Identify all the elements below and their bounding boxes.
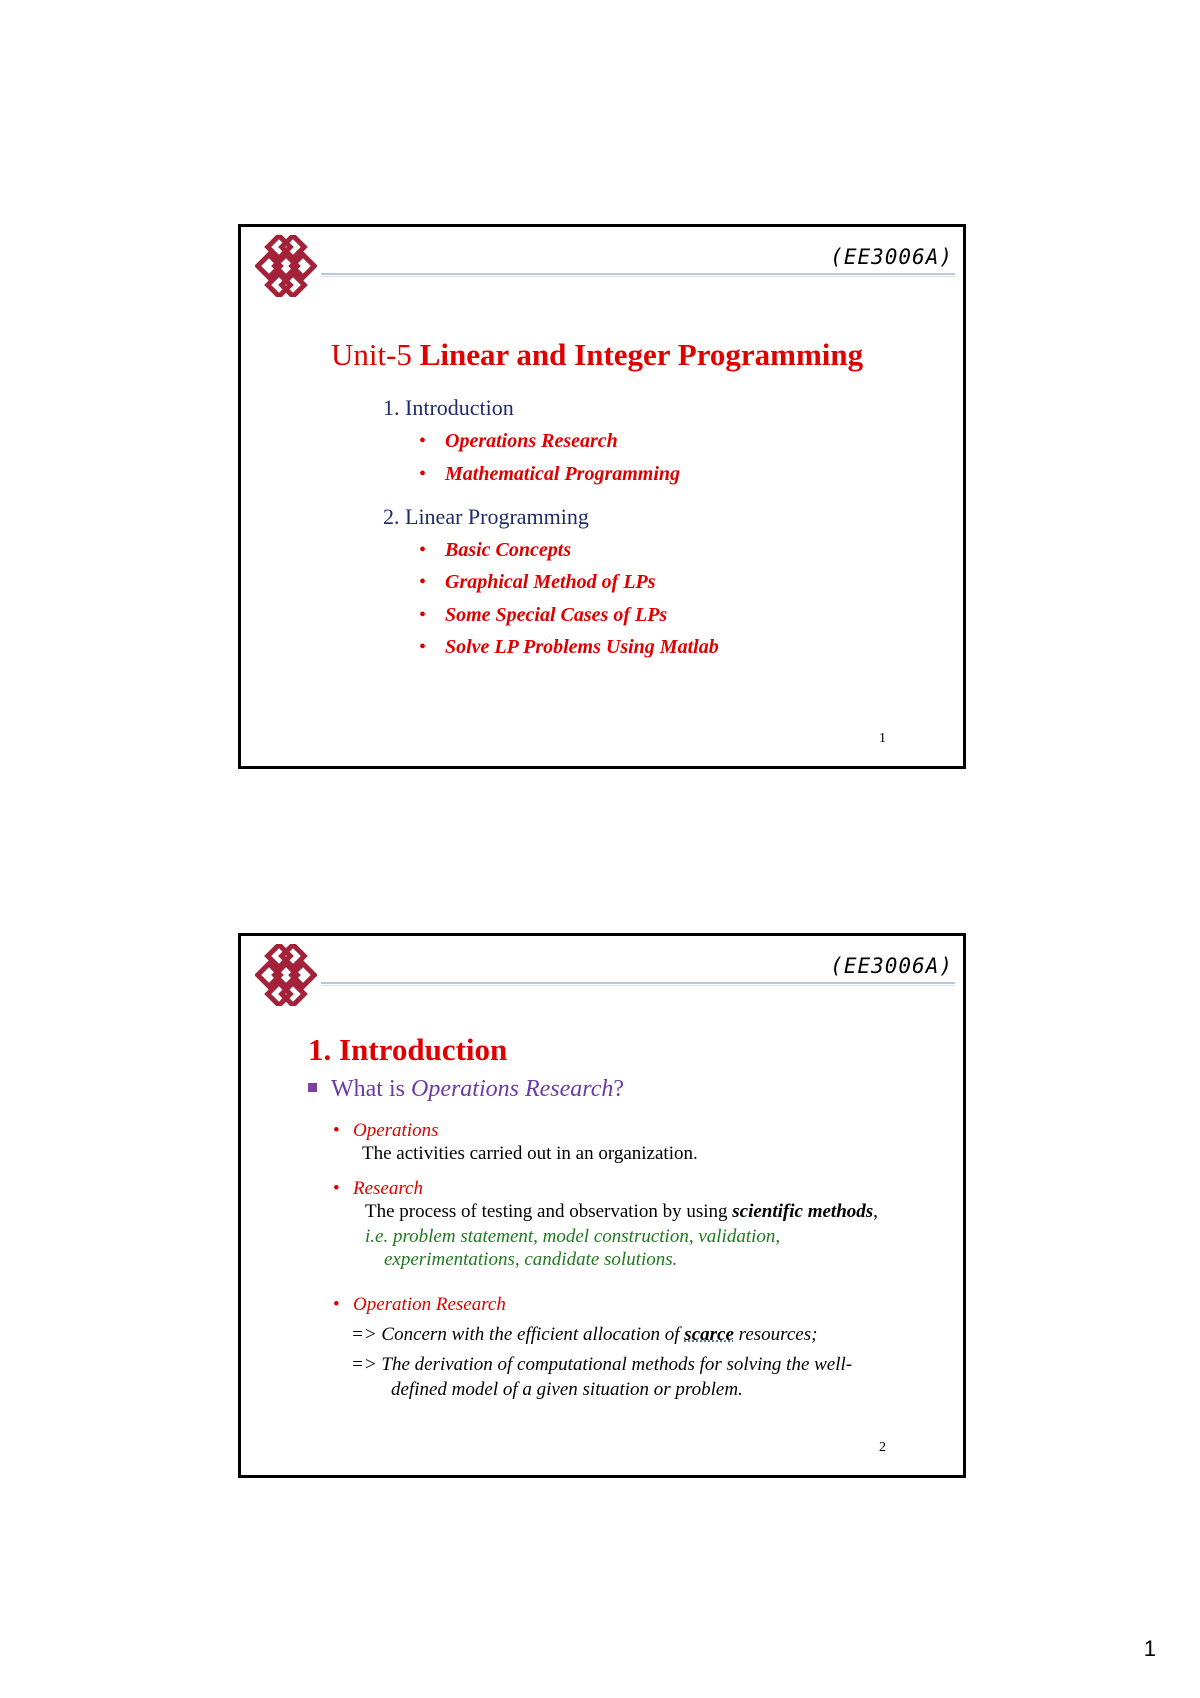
bullet-item: • Graphical Method of LPs (419, 571, 656, 593)
bullet-icon: • (419, 539, 427, 561)
bullet-icon: • (419, 463, 427, 485)
bullet-item: • Mathematical Programming (419, 463, 681, 485)
header-rule (321, 273, 955, 275)
title-prefix: Unit-5 (331, 337, 412, 372)
bullet-operation-research: • Operation Research (333, 1294, 506, 1315)
bullet-icon: • (419, 604, 427, 626)
page-number: 1 (1143, 1636, 1156, 1661)
slide-1 (238, 224, 966, 769)
bullet-item: • Basic Concepts (419, 539, 572, 561)
square-bullet-icon (308, 1083, 317, 1092)
slide-title (331, 337, 863, 373)
bullet-icon: • (419, 571, 427, 593)
bullet-icon: • (419, 636, 427, 658)
course-code: (EE3006A) (830, 245, 953, 269)
slide-heading: 1. Introduction (308, 1032, 508, 1067)
slide-2 (238, 933, 966, 1478)
bullet-icon: • (333, 1178, 340, 1199)
section-linear-programming: 2. Linear Programming (383, 504, 589, 529)
course-code: (EE3006A) (830, 954, 953, 978)
bullet-item: • Solve LP Problems Using Matlab (419, 636, 719, 658)
research-steps-line-1: i.e. problem statement, model construction, validation, (365, 1226, 781, 1247)
bullet-icon: • (333, 1120, 340, 1141)
title-main: Linear and Integer Programming (419, 337, 864, 372)
bullet-research: • Research (333, 1178, 423, 1199)
header-rule-light (321, 985, 955, 986)
section-introduction: 1. Introduction (383, 395, 514, 420)
bullet-operations: • Operations (333, 1120, 439, 1141)
university-knot-logo-icon (255, 235, 317, 297)
slide-number: 1 (879, 731, 886, 746)
research-steps-line-2: experimentations, candidate solutions. (384, 1249, 678, 1270)
bullet-icon: • (333, 1294, 340, 1315)
bullet-item: • Some Special Cases of LPs (419, 604, 668, 626)
university-knot-logo-icon (255, 944, 317, 1006)
header-rule-light (321, 276, 955, 277)
question-line: What is Operations Research? (308, 1076, 624, 1103)
question-term: Operations Research (410, 1076, 614, 1102)
operation-research-point-2-cont: defined model of a given situation or problem. (391, 1379, 743, 1400)
header-rule (321, 982, 955, 984)
operations-definition: The activities carried out in an organization. (362, 1143, 698, 1164)
operation-research-point-2: => The derivation of computational methods for solving the well- (351, 1354, 853, 1375)
bullet-item: • Operations Research (419, 430, 618, 452)
operation-research-point-1: => Concern with the efficient allocation of scarce resources; (351, 1324, 818, 1345)
research-definition: The process of testing and observation by using scientific methods, (365, 1201, 878, 1222)
slide-number: 2 (879, 1440, 886, 1455)
bullet-icon: • (419, 430, 427, 452)
